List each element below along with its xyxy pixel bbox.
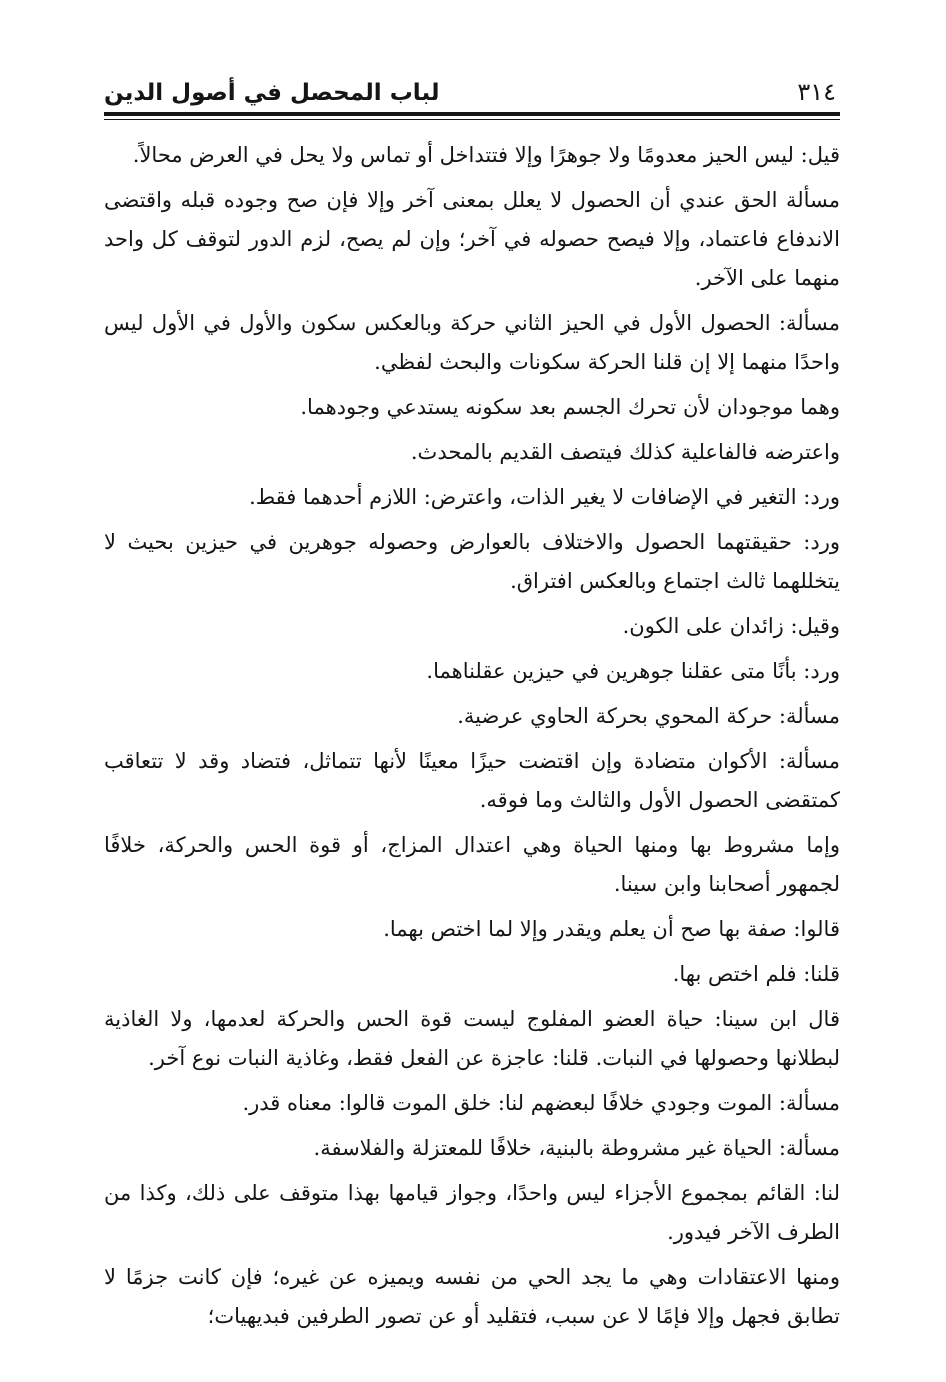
paragraph: قالوا: صفة بها صح أن يعلم ويقدر وإلا لما اختص بهما. [383,917,840,941]
paragraph: وقيل: زائدان على الكون. [622,614,840,638]
header-rule-thin [104,119,840,120]
paragraph: واعترضه فالفاعلية كذلك فيتصف القديم بالمحدث. [410,440,840,464]
paragraph: قال ابن سينا: حياة العضو المفلوج ليست قوة الحس والحركة لعدمها، ولا الغاذية لبطلانها وحصولها في النبات. قلنا: عاجزة عن الفعل فقط، وغاذية النبات نوع آخر. [104,1007,840,1070]
paragraph: مسألة: الأكوان متضادة وإن اقتضت حيزًا معينًا لأنها تتماثل، فتضاد وقد لا تتعاقب كمتقضى الحصول الأول والثالث وما فوقه. [104,749,840,812]
book-title: لباب المحصل في أصول الدين [104,80,440,106]
paragraph: ورد: حقيقتهما الحصول والاختلاف بالعوارض وحصوله جوهرين في حيزين بحيث لا يتخللهما ثالث اجتماع وبالعكس افتراق. [104,530,840,593]
paragraph: لنا: القائم بمجموع الأجزاء ليس واحدًا، وجواز قيامها بهذا متوقف على ذلك، وكذا من الطرف الآخر فيدور. [104,1181,840,1244]
paragraph: ورد: التغير في الإضافات لا يغير الذات، واعترض: اللازم أحدهما فقط. [249,485,840,509]
running-header [104,70,840,112]
paragraph: مسألة: الحياة غير مشروطة بالبنية، خلافًا للمعتزلة والفلاسفة. [313,1136,840,1160]
paragraph: وهما موجودان لأن تحرك الجسم بعد سكونه يستدعي وجودهما. [300,395,840,419]
paragraph: مسألة: الموت وجودي خلافًا لبعضهم لنا: خلق الموت قالوا: معناه قدر. [242,1091,840,1115]
paragraph: مسألة الحق عندي أن الحصول لا يعلل بمعنى آخر وإلا فإن صح وجوده قبله واقتضى الاندفاع فاعتماد، وإلا فيصح حصوله في آخر؛ وإن لم يصح، لزم الدور لتوقف كل واحد منهما على الآخر. [104,188,840,290]
paragraph: قيل: ليس الحيز معدومًا ولا جوهرًا وإلا فتتداخل أو تماس ولا يحل في العرض محالاً. [132,143,840,167]
paragraph: قلنا: فلم اختص بها. [672,962,840,986]
paragraph: مسألة: حركة المحوي بحركة الحاوي عرضية. [457,704,840,728]
page-body [104,136,840,1336]
header-rule-thick [104,112,840,116]
paragraph: ومنها الاعتقادات وهي ما يجد الحي من نفسه ويميزه عن غيره؛ فإن كانت جزمًا لا تطابق فجهل وإلا فإمًا لا عن سبب، فتقليد أو عن تصور الطرفين فبديهيات؛ [104,1265,840,1328]
paragraph: ورد: بأنًا متى عقلنا جوهرين في حيزين عقلناهما. [426,659,840,683]
book-page [104,70,840,1342]
paragraph: وإما مشروط بها ومنها الحياة وهي اعتدال المزاج، أو قوة الحس والحركة، خلافًا لجمهور أصحابنا وابن سينا. [104,833,840,896]
paragraph: مسألة: الحصول الأول في الحيز الثاني حركة وبالعكس سكون والأول في الأول ليس واحدًا منهما إلا إن قلنا الحركة سكونات والبحث لفظي. [104,311,840,374]
page-number: ٣١٤ [797,78,836,106]
